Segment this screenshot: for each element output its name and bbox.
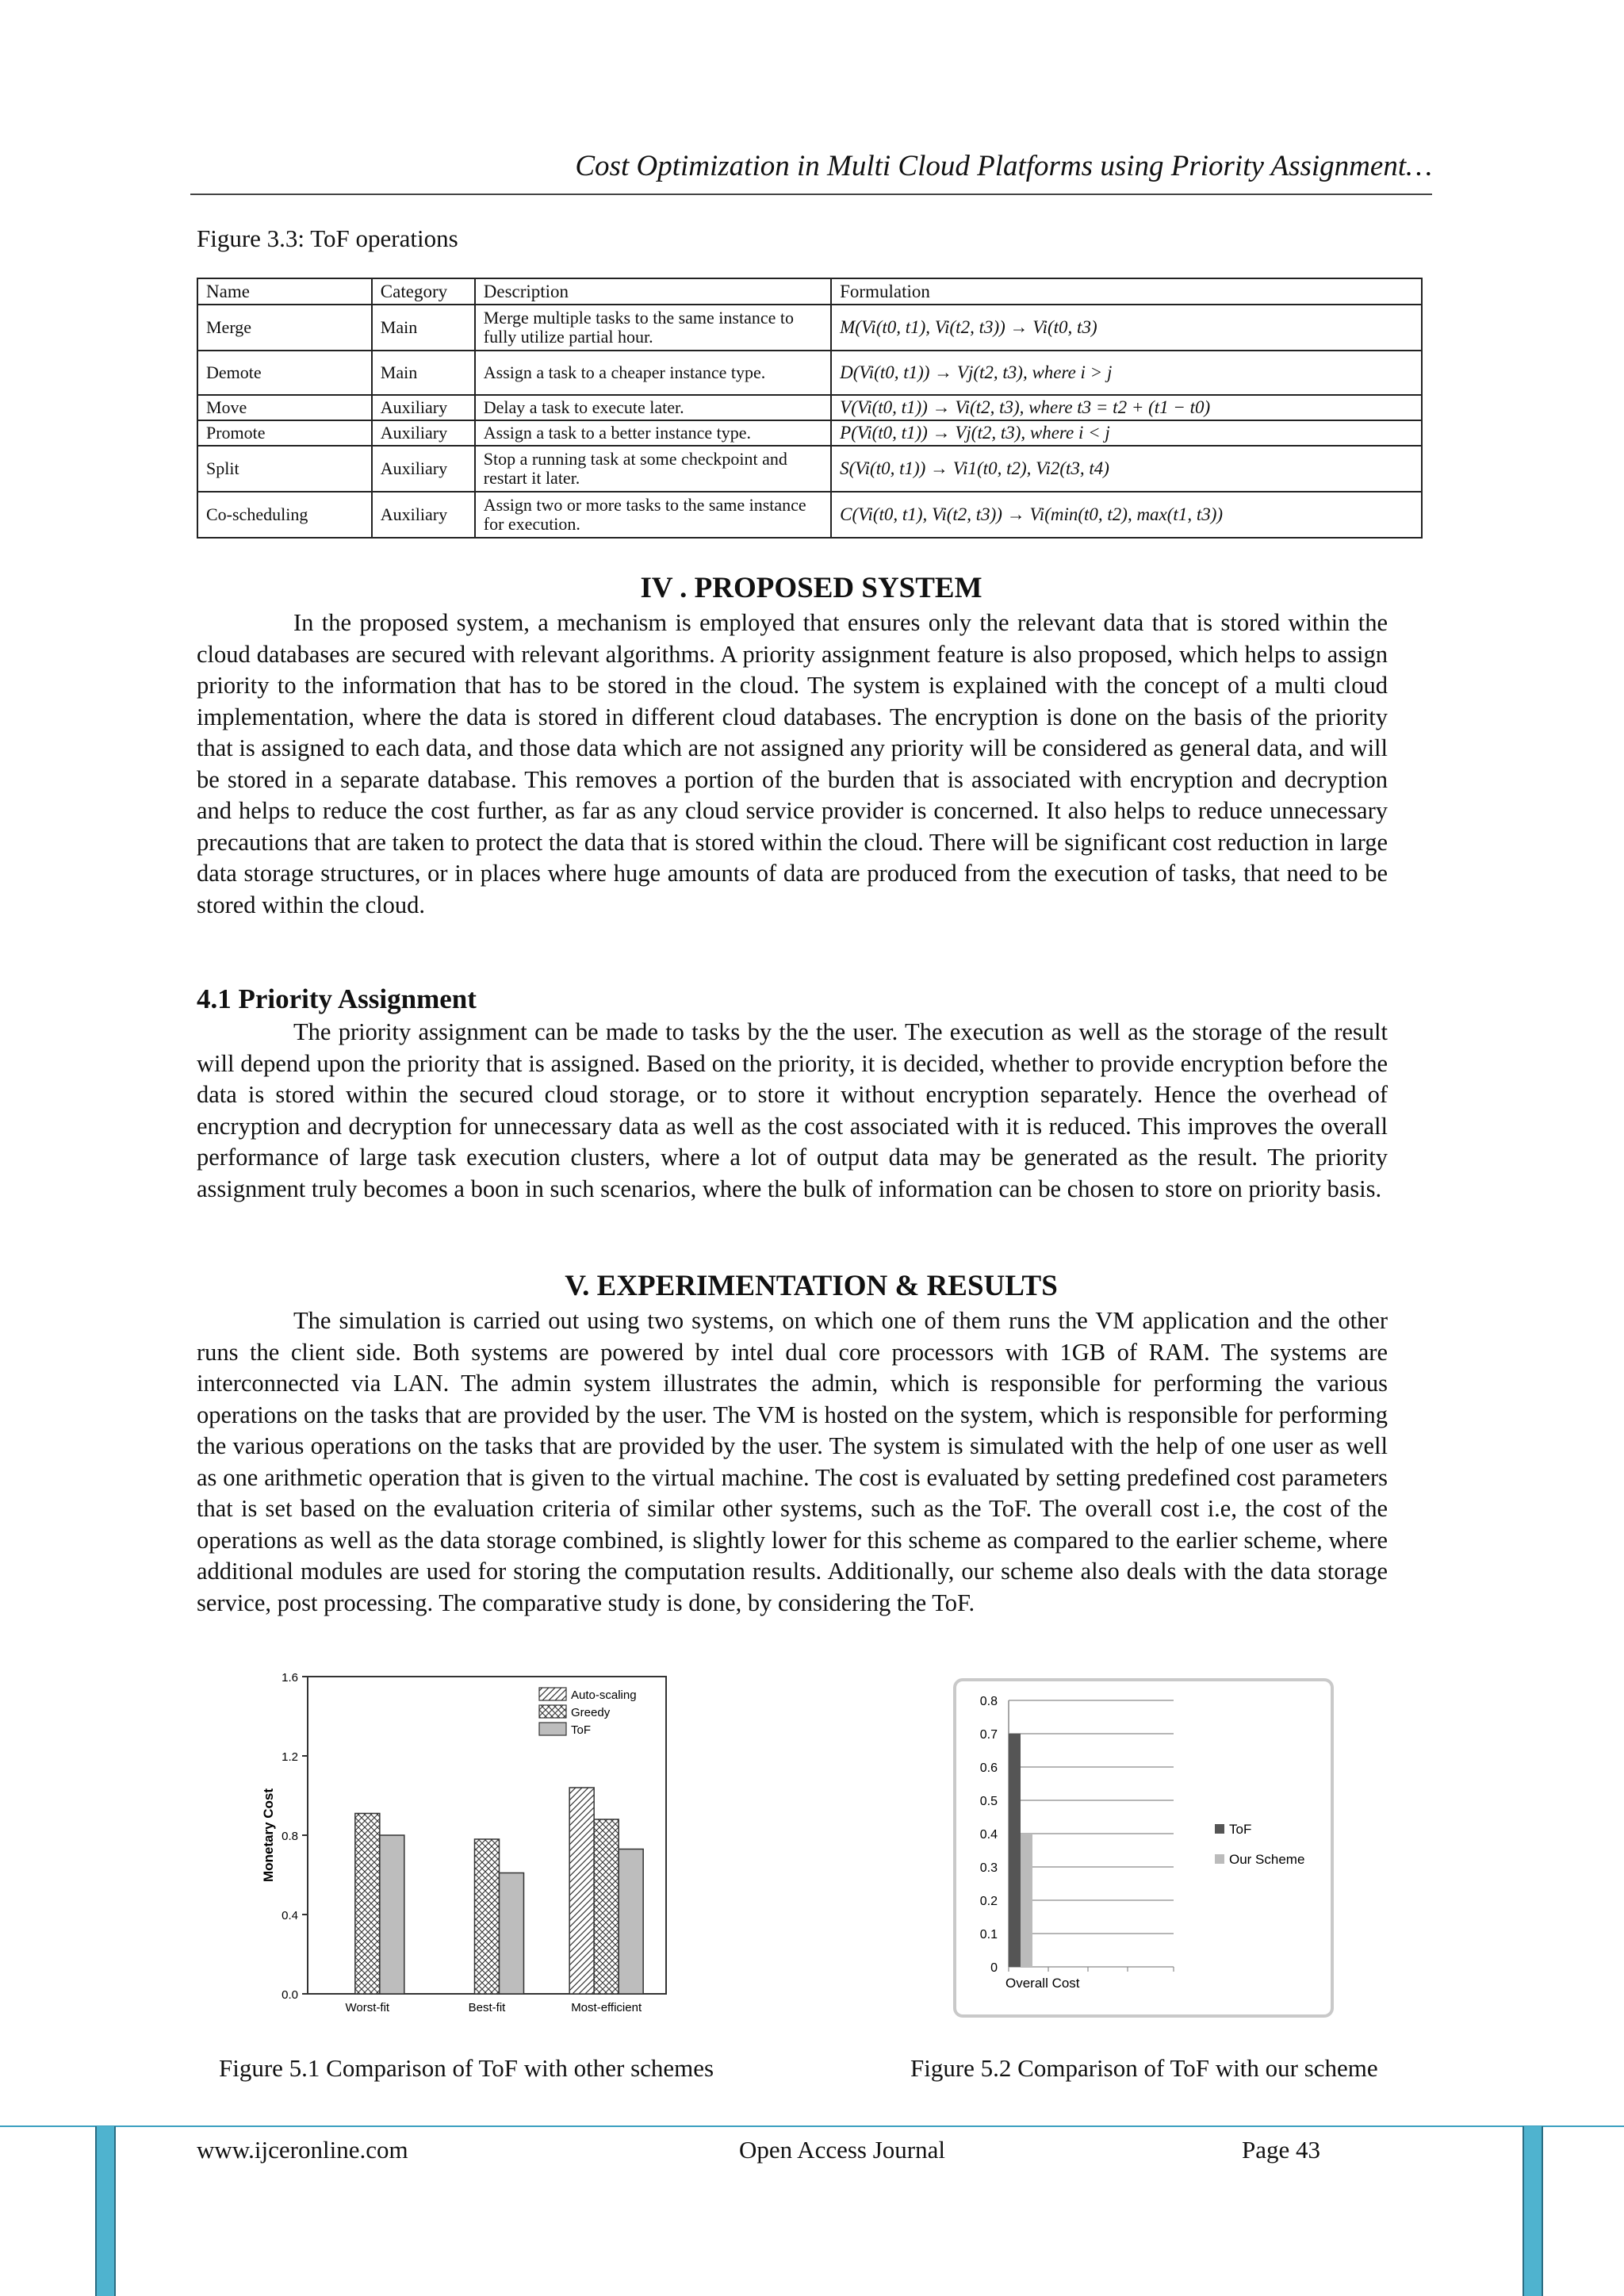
y-tick-label: 0.6 <box>979 1761 998 1775</box>
running-header: Cost Optimization in Multi Cloud Platforms using Priority Assignment… <box>575 150 1432 182</box>
figure-5-1-chart <box>254 1665 682 2014</box>
figure-5-2-caption: Figure 5.2 Comparison of ToF with our scheme <box>910 2054 1378 2082</box>
legend-swatch <box>1215 1824 1224 1834</box>
op-description: Delay a task to execute later. <box>475 395 831 420</box>
section-5-title: V. EXPERIMENTATION & RESULTS <box>565 1270 1058 1302</box>
bar-greedy <box>475 1839 500 1994</box>
figure-3-3-caption: Figure 3.3: ToF operations <box>197 224 458 252</box>
op-description: Stop a running task at some checkpoint and restart it later. <box>475 446 831 492</box>
figure-5-2-chart <box>952 1677 1335 2019</box>
op-category: Main <box>372 351 475 395</box>
bar-auto-scaling <box>569 1788 594 1994</box>
bar-tof <box>500 1873 524 1995</box>
y-tick-label: 0 <box>990 1961 998 1975</box>
figure-5-1-caption: Figure 5.1 Comparison of ToF with other schemes <box>219 2054 714 2082</box>
table-row <box>197 446 1422 492</box>
legend-label: ToF <box>1229 1822 1252 1837</box>
y-tick-label: 0.2 <box>979 1895 998 1908</box>
y-axis-label: Monetary Cost <box>261 1788 276 1883</box>
column-header: Category <box>372 278 475 305</box>
journal-url: www.ijceronline.com <box>197 2136 408 2164</box>
op-description: Assign two or more tasks to the same instance for execution. <box>475 492 831 538</box>
section-4-1-title: 4.1 Priority Assignment <box>197 983 477 1014</box>
category-label: Most-efficient <box>571 2001 642 2014</box>
op-category: Auxiliary <box>372 446 475 492</box>
bar-tof <box>1009 1734 1021 1967</box>
section-4-title: IV . PROPOSED SYSTEM <box>640 572 982 604</box>
y-tick-label: 0.3 <box>979 1861 998 1875</box>
bar-tof <box>380 1835 404 1994</box>
section-4-paragraph: In the proposed system, a mechanism is employed that ensures only the relevant data that is stored within the cloud databases are secured with relevant algorithms. A priority assignment feature is also proposed, which helps to assign priority to the information that has to be stored in the cloud. The system is explained with the concept of a multi cloud implementation, where the data is stored in different cloud databases. The encryption is done on the basis of the priority that is assigned to each data, and those data which are not assigned any priority will be considered as general data, and will be stored in a separate database. This removes a portion of the burden that is associated with encryption and decryption and helps to reduce the cost further, as far as any cloud service provider is concerned. It also helps to reduce unnecessary precautions that are taken to protect the data that is stored within the cloud. There will be significant cost reduction in large data storage structures, or in places where huge amounts of data are produced from the execution of tasks, that need to be stored within the cloud. <box>197 609 1388 918</box>
op-formulation: P(Vi(t0, t1)) → Vj(t2, t3), where i < j <box>831 420 1422 446</box>
category-label: Best-fit <box>468 2001 506 2014</box>
op-name: Demote <box>197 351 372 395</box>
op-category: Auxiliary <box>372 420 475 446</box>
op-name: Co-scheduling <box>197 492 372 538</box>
bar-greedy <box>594 1819 619 1994</box>
section-4-1-paragraph: The priority assignment can be made to tasks by the the user. The execution as well as the storage of the result will depend upon the priority that is assigned. Based on the priority, it is decided, whether to provide encryption before the data is stored within the secured cloud storage, or to store it without encryption separately. Hence the overhead of encryption and decryption for unnecessary data as well as the cost associated with it is reduced. This improves the overall performance of large task execution clusters, where a lot of output data may be generated as the result. The priority assignment truly becomes a boon in such scenarios, where the bulk of information can be chosen to store on priority basis. <box>197 1018 1388 1202</box>
legend-label: Our Scheme <box>1229 1852 1305 1867</box>
y-tick-label: 0.4 <box>282 1909 298 1922</box>
legend-swatch <box>1215 1854 1224 1864</box>
op-name: Merge <box>197 305 372 351</box>
y-tick-label: 1.2 <box>282 1750 298 1764</box>
op-category: Main <box>372 305 475 351</box>
category-label: Worst-fit <box>345 2001 390 2014</box>
op-formulation: S(Vi(t0, t1)) → Vi1(t0, t2), Vi2(t3, t4) <box>831 446 1422 492</box>
column-header: Description <box>475 278 831 305</box>
op-description: Assign a task to a cheaper instance type. <box>475 351 831 395</box>
y-tick-label: 0.5 <box>979 1795 998 1808</box>
y-tick-label: 0.1 <box>979 1928 998 1941</box>
tof-operations-table <box>197 278 1423 539</box>
op-formulation: D(Vi(t0, t1)) → Vj(t2, t3), where i > j <box>831 351 1422 395</box>
section-5-paragraph: The simulation is carried out using two systems, on which one of them runs the VM application and the other runs the client side. Both systems are powered by intel dual core processors with 1GB of RAM. The systems are interconnected via LAN. The admin system illustrates the admin, which is responsible for performing the various operations on the tasks that are provided by the user. The VM is hosted on the system, which is responsible for performing the various operations on the tasks that are provided by the user. The system is simulated with the help of one user as well as one arithmetic operation that is given to the virtual machine. The cost is evaluated by setting predefined cost parameters that is set based on the evaluation criteria of similar other systems, such as the ToF. The overall cost i.e, the cost of the operations as well as the data storage combined, is slightly lower for this scheme as compared to the earlier scheme, where additional modules are used for storing the computation results. Additionally, our scheme also deals with the data storage service, post processing. The comparative study is done, by considering the ToF. <box>197 1307 1388 1616</box>
y-tick-label: 1.6 <box>282 1671 298 1685</box>
y-tick-label: 0.0 <box>282 1988 298 2002</box>
table-row <box>197 420 1422 446</box>
bar-greedy <box>355 1814 380 1995</box>
category-label: Overall Cost <box>1005 1976 1080 1991</box>
page-number: Page 43 <box>1242 2136 1321 2164</box>
legend-swatch <box>539 1705 566 1718</box>
journal-name: Open Access Journal <box>739 2136 945 2164</box>
legend-label: Greedy <box>571 1706 611 1719</box>
op-name: Promote <box>197 420 372 446</box>
y-tick-label: 0.8 <box>282 1830 298 1843</box>
op-formulation: V(Vi(t0, t1)) → Vi(t2, t3), where t3 = t2 + (t1 − t0) <box>831 395 1422 420</box>
op-name: Move <box>197 395 372 420</box>
y-tick-label: 0.8 <box>979 1695 998 1708</box>
legend-swatch <box>539 1723 566 1735</box>
legend-label: Auto-scaling <box>571 1688 637 1702</box>
y-tick-label: 0.7 <box>979 1728 998 1742</box>
left-footer-bar <box>95 2126 116 2296</box>
op-formulation: M(Vi(t0, t1), Vi(t2, t3)) → Vi(t0, t3) <box>831 305 1422 351</box>
legend-label: ToF <box>571 1723 592 1737</box>
header-divider <box>190 194 1432 195</box>
right-footer-bar <box>1522 2126 1543 2296</box>
column-header: Name <box>197 278 372 305</box>
legend-swatch <box>539 1688 566 1700</box>
op-name: Split <box>197 446 372 492</box>
footer-divider <box>0 2125 1624 2127</box>
table-row <box>197 492 1422 538</box>
op-formulation: C(Vi(t0, t1), Vi(t2, t3)) → Vi(min(t0, t2), max(t1, t3)) <box>831 492 1422 538</box>
op-category: Auxiliary <box>372 395 475 420</box>
table-row <box>197 305 1422 351</box>
op-category: Auxiliary <box>372 492 475 538</box>
table-row <box>197 351 1422 395</box>
table-row <box>197 395 1422 420</box>
column-header: Formulation <box>831 278 1422 305</box>
op-description: Assign a task to a better instance type. <box>475 420 831 446</box>
op-description: Merge multiple tasks to the same instance to fully utilize partial hour. <box>475 305 831 351</box>
table-header-row <box>197 278 1422 305</box>
bar-our-scheme <box>1021 1834 1032 1967</box>
y-tick-label: 0.4 <box>979 1828 998 1842</box>
bar-tof <box>619 1849 643 1995</box>
